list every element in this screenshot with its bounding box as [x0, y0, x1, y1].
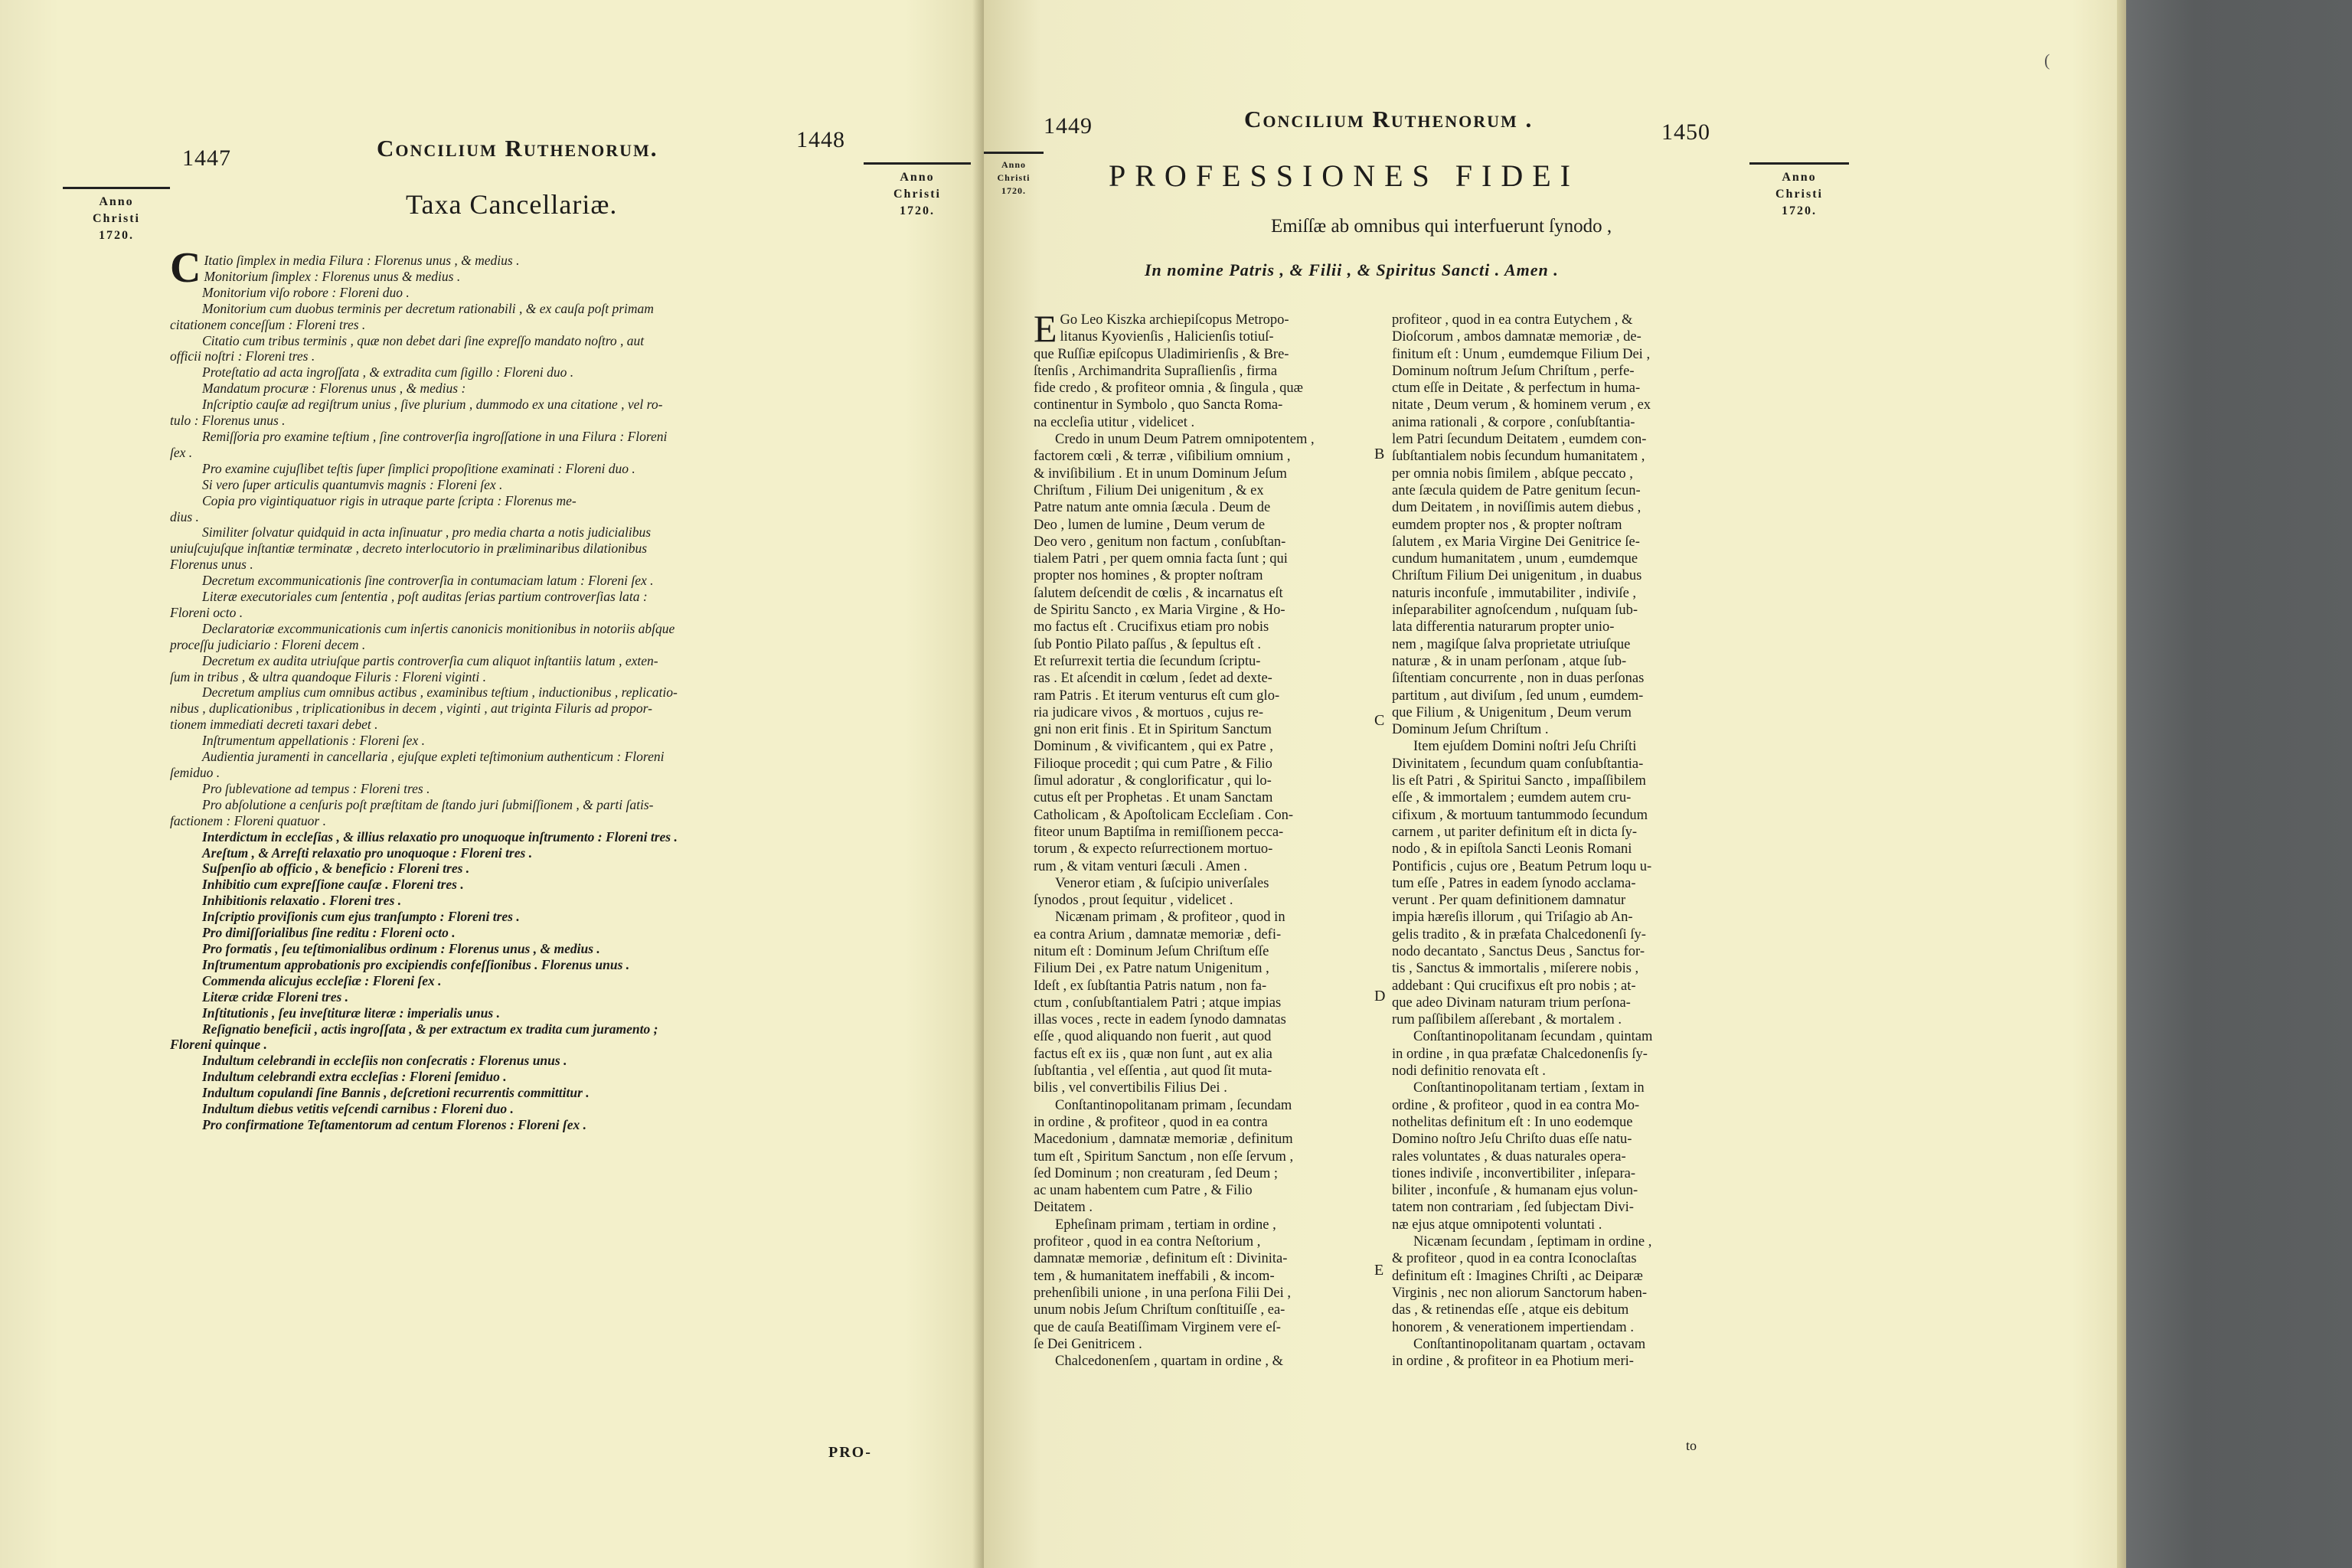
taxa-line: Areſtum , & Arreſti relaxatio pro unoquoque : Floreni tres .: [202, 844, 533, 861]
text-line: in ordine , & profiteor , quod in ea contra: [1034, 1114, 1268, 1130]
taxa-line: Suſpenſio ab officio , & beneficio : Floreni tres .: [202, 861, 470, 877]
text-line: definitum eſt : Imagines Chriſti , ac Deiparæ: [1392, 1268, 1643, 1284]
text-line: cifixum , & mortuum tantummodo ſecundum: [1392, 807, 1648, 823]
text-line: que de cauſa Beatiſſimam Virginem vere eſ-: [1034, 1319, 1281, 1335]
text-line: finitum eſt : Unum , eumdemque Filium Dei ,: [1392, 346, 1651, 362]
text-line: ſalutem , ex Maria Virgine Dei Genitrice ſe-: [1392, 534, 1640, 550]
text-line: eſſe , & immortalem ; eumdem autem cru-: [1392, 790, 1632, 806]
text-line: mo factus eſt . Crucifixus etiam pro nobis: [1034, 619, 1269, 635]
text-line: ſed Dominum ; non creaturam , ſed Deum ;: [1034, 1165, 1279, 1181]
text-line: ſalutem deſcendit de cœlis , & incarnatus eſt: [1034, 585, 1283, 601]
text-line: cutus eſt per Prophetas . Et unam Sanctam: [1034, 790, 1273, 806]
page-number-right: 1450: [1661, 119, 1710, 145]
text-line: Dioſcorum , ambos damnatæ memoriæ , de-: [1392, 329, 1642, 345]
taxa-list: [170, 244, 890, 1133]
taxa-line: Monitorium cum duobus terminis per decretum rationabili , & ex cauſa poſt primam: [202, 300, 654, 316]
text-line: honorem , & venerationem impertiendam .: [1392, 1319, 1634, 1335]
text-line: Domino noſtro Jeſu Chriſto duas eſſe natu-: [1392, 1132, 1632, 1148]
taxa-line: factionem : Floreni quatuor .: [170, 812, 326, 828]
taxa-line: Mandatum procuræ : Florenus unus , & medius :: [202, 381, 466, 397]
text-line: tum eſſe , Patres in eadem ſynodo acclama-: [1392, 875, 1636, 891]
taxa-line: Audientia juramenti in cancellaria , ejuſque expleti teſtimonium authenticum : Floreni: [202, 749, 665, 765]
taxa-line: Florenus unus .: [170, 557, 253, 573]
text-line: Et reſurrexit tertia die ſecundum ſcriptu-: [1034, 653, 1261, 669]
text-line: eſſe , quod aliquando non fuerit , aut quod: [1034, 1029, 1272, 1045]
drop-cap: C: [170, 244, 201, 292]
text-line: ordine , & profiteor , quod in ea contra Mo-: [1392, 1097, 1640, 1113]
text-line: ſtenſis , Archimandrita Supraſlienſis , firma: [1034, 363, 1278, 379]
text-line: Item ejuſdem Domini noſtri Jeſu Chriſti: [1413, 739, 1637, 755]
text-line: tialem Patri , per quem omnia facta ſunt ; qui: [1034, 551, 1288, 567]
text-line: biliter , inconfuſe , & humanam ejus volun-: [1392, 1183, 1638, 1199]
text-line: næ ejus atque omnipotenti voluntati .: [1392, 1217, 1602, 1233]
text-line: Conſtantinopolitanam ſecundam , quintam: [1413, 1029, 1653, 1045]
text-line: lata differentia naturarum propter unio-: [1392, 619, 1615, 635]
text-column-left: [1034, 307, 1367, 1370]
text-line: gni non erit finis . Et in Spiritum Sanctum: [1034, 722, 1272, 738]
taxa-line: Pro ſublevatione ad tempus : Floreni tres .: [202, 780, 430, 796]
taxa-line: officii noſtri : Floreni tres .: [170, 348, 315, 364]
text-line: nodi definitio renovata eſt .: [1392, 1063, 1546, 1080]
section-title: PROFESSIONES FIDEI: [1109, 158, 1579, 193]
taxa-line: Literæ cridæ Floreni tres .: [202, 988, 349, 1004]
left-page: [0, 0, 984, 1568]
text-line: Catholicam , & Apoſtolicam Eccleſiam . Con-: [1034, 807, 1294, 823]
text-line: Conſtantinopolitanam quartam , octavam: [1413, 1336, 1646, 1352]
text-line: verunt . Per quam definitionem damnatur: [1392, 893, 1626, 909]
text-line: Nicænam primam , & profiteor , quod in: [1055, 910, 1285, 926]
taxa-line: Similiter ſolvatur quidquid in acta inſinuatur , pro media charta a notis judicialibus: [202, 524, 652, 541]
taxa-line: Remiſſoria pro examine teſtium , ſine controverſia ingroſſatione in una Filura : Floreni: [202, 428, 668, 444]
text-line: & profiteor , quod in ea contra Iconoclaſtas: [1392, 1251, 1637, 1267]
taxa-line: Pro dimiſſorialibus ſine reditu : Floreni octo .: [202, 925, 456, 941]
text-line: Deo vero , genitum non factum , conſubſtan-: [1034, 534, 1286, 550]
text-line: Dominum noſtrum Jeſum Chriſtum , perfe-: [1392, 363, 1635, 379]
text-line: Virginis , nec non aliorum Sanctorum haben-: [1392, 1285, 1648, 1301]
text-line: in ordine , & profiteor in ea Photium meri-: [1392, 1354, 1634, 1370]
text-line: rum paſſibilem aſſerebant , & mortalem .: [1392, 1012, 1622, 1028]
text-line: lis eſt Patri , & Spiritui Sancto , impaſſibilem: [1392, 773, 1646, 789]
text-line: Filioque procedit ; qui cum Patre , & Filio: [1034, 756, 1272, 772]
christi-label: Christi: [997, 172, 1031, 183]
running-head: Concilium Ruthenorum .: [1244, 106, 1534, 132]
catchword: PRO-: [828, 1444, 872, 1461]
taxa-line: Floreni octo .: [170, 604, 243, 620]
text-line: que Filium , & Unigenitum , Deum verum: [1392, 704, 1632, 720]
text-line: cundum humanitatem , unum , eumdemque: [1392, 551, 1638, 567]
taxa-line: Decretum ex audita utriuſque partis controverſia cum aliquot inſtantiis latum , exten-: [202, 652, 658, 668]
taxa-line: citationem conceſſum : Floreni tres .: [170, 316, 366, 332]
taxa-line: Proteſtatio ad acta ingroſſata , & extradita cum ſigillo : Floreni duo .: [202, 364, 574, 381]
text-line: in ordine , in qua præfatæ Chalcedonenſis ſy-: [1392, 1046, 1648, 1062]
text-line: Pontificis , cujus ore , Beatum Petrum loqu u-: [1392, 858, 1652, 874]
text-line: dum Deitatem , in noviſſimis autem diebus ,: [1392, 500, 1642, 516]
text-line: ſimul adoratur , & conglorificatur , qui lo-: [1034, 773, 1272, 789]
text-line: tis , Sanctus & immortalis , miſerere nobis ,: [1392, 961, 1639, 977]
taxa-line: Decretum excommunicationis ſine controverſia in contumaciam latum : Floreni ſex .: [202, 573, 654, 589]
text-line: lem Patri ſecundum Deitatem , eumdem con-: [1392, 432, 1647, 448]
page-edge: [2117, 0, 2126, 1568]
text-line: nem , magiſque ſalva proprietate utriuſque: [1392, 636, 1631, 652]
text-line: inſeparabiliter agnoſcendum , nuſquam ſub-: [1392, 603, 1638, 619]
taxa-line: Inſtrumentum appellationis : Floreni ſex .: [202, 733, 425, 749]
invocation: In nomine Patris , & Filii , & Spiritus Sancti . Amen .: [1145, 260, 1559, 279]
text-line: tum eſt , Spiritum Sanctum , non eſſe ſervum ,: [1034, 1148, 1294, 1165]
text-line: Credo in unum Deum Patrem omnipotentem ,: [1055, 432, 1315, 448]
taxa-line: tulo : Florenus unus .: [170, 413, 286, 429]
text-line: Go Leo Kiszka archiepiſcopus Metropo-: [1060, 312, 1289, 328]
taxa-line: Reſignatio beneficii , actis ingroſſata , & per extractum ex tradita cum juramento ;: [202, 1021, 658, 1037]
taxa-line: Copia pro vigintiquatuor rigis in utraque parte ſcripta : Florenus me-: [202, 492, 577, 508]
text-line: ante ſæcula quidem de Patre genitum ſecun-: [1392, 482, 1641, 498]
text-line: das , & retinendas eſſe , atque eis debitum: [1392, 1302, 1629, 1318]
text-line: de Spiritu Sancto , ex Maria Virgine , & Ho-: [1034, 603, 1285, 619]
text-line: ſubſtantia , vel eſſentia , aut quod ſit muta-: [1034, 1063, 1272, 1080]
taxa-line: Inſtitutionis , ſeu inveſtituræ literæ : imperialis unus .: [202, 1004, 500, 1021]
text-line: rales voluntates , & duas naturales opera-: [1392, 1148, 1626, 1165]
section-subtitle: Emiſſæ ab omnibus qui interfuerunt ſynodo ,: [1271, 216, 1612, 237]
anno-christi-margin-right: [1749, 162, 1849, 220]
text-line: ctum eſſe in Deitate , & perfectum in huma-: [1392, 381, 1641, 397]
text-line: Chriſtum Filium Dei unigenitum , in duabus: [1392, 568, 1642, 584]
text-line: naturis inconfuſe , immutabiliter , indiviſe ,: [1392, 585, 1637, 601]
text-line: factus eſt ex iis , quæ non ſunt , aut ex alia: [1034, 1046, 1272, 1062]
text-line: profiteor , quod in ea contra Neſtorium ,: [1034, 1234, 1261, 1250]
text-line: per omnia nobis ſimilem , abſque peccato ,: [1392, 466, 1633, 482]
text-line: Chalcedonenſem , quartam in ordine , &: [1055, 1354, 1283, 1370]
text-line: rum , & vitam venturi ſæculi . Amen .: [1034, 858, 1248, 874]
anno-christi-margin-left: [984, 152, 1044, 198]
text-line: illas voces , recte in eadem ſynodo damnatas: [1034, 1012, 1286, 1028]
taxa-line: Monitorium ſimplex : Florenus unus & medius .: [204, 268, 461, 284]
text-line: prehenſibili unione , in una perſona Filii Dei ,: [1034, 1285, 1292, 1301]
taxa-line: Floreni quinque .: [170, 1037, 267, 1053]
taxa-line: Commenda alicujus eccleſiæ : Floreni ſex .: [202, 972, 442, 988]
page-number-left: 1447: [182, 145, 231, 171]
taxa-line: Inſtrumentum approbationis pro excipiendis confeſſionibus . Florenus unus .: [202, 956, 630, 972]
text-line: gelis tradito , & in præfata Chalcedonenſi ſy-: [1392, 926, 1646, 942]
text-line: ſubſtantialem nobis ſecundum humanitatem ,: [1392, 449, 1645, 465]
taxa-line: Itatio ſimplex in media Filura : Florenus unus , & medius .: [204, 253, 520, 268]
taxa-line: Si vero ſuper articulis quantumvis magnis : Floreni ſex .: [202, 476, 503, 492]
text-line: Filium Dei , ex Patre natum Unigenitum ,: [1034, 961, 1269, 977]
anno-label: Anno: [1001, 159, 1026, 170]
text-line: carnem , ut pariter definitum eſt in dicta ſy-: [1392, 824, 1638, 840]
text-line: nitate , Deum verum , & hominem verum , ex: [1392, 397, 1651, 413]
text-line: Veneror etiam , & ſuſcipio univerſales: [1055, 875, 1269, 891]
text-line: Deitatem .: [1034, 1200, 1093, 1216]
text-line: propter nos homines , & propter noſtram: [1034, 568, 1263, 584]
catchword: to: [1686, 1438, 1697, 1453]
taxa-line: ſex .: [170, 444, 193, 460]
text-line: Conſtantinopolitanam primam , ſecundam: [1055, 1097, 1292, 1113]
text-line: ſe Dei Genitricem .: [1034, 1336, 1142, 1352]
text-line: nodo decantato , Sanctus Deus , Sanctus for-: [1392, 943, 1645, 959]
text-line: ras . Et aſcendit in cœlum , ſedet ad dexte-: [1034, 671, 1272, 687]
margin-letter-b: B: [1374, 446, 1385, 462]
text-line: Ideſt , ex ſubſtantia Patris natum , non fa-: [1034, 978, 1267, 994]
taxa-line: Declaratoriæ excommunicationis cum inſertis canonicis monitionibus in notoriis abſque: [202, 620, 675, 636]
text-line: tiones indiviſe , inconvertibiliter , inſepara-: [1392, 1165, 1636, 1181]
text-line: torum , & expecto reſurrectionem mortuo-: [1034, 841, 1273, 858]
text-line: Divinitatem , ſecundum quam conſubſtantia-: [1392, 756, 1644, 772]
text-line: nodo , & in epiſtola Sancti Leonis Romani: [1392, 841, 1632, 858]
text-line: ctum , conſubſtantialem Patri ; atque impias: [1034, 995, 1282, 1011]
anno-label: Anno: [900, 171, 935, 184]
text-line: Patre natum ante omnia ſæcula . Deum de: [1034, 500, 1271, 516]
taxa-line: proceſſu judiciario : Floreni decem .: [170, 636, 366, 652]
taxa-line: ſum in tribus , & ultra quandoque Filuris : Floreni viginti .: [170, 668, 487, 684]
taxa-line: Literæ executoriales cum ſententia , poſt auditas ſerias partium controverſias lata :: [202, 589, 648, 605]
text-line: que Ruſſiæ epiſcopus Uladimirienſis , & Bre-: [1034, 346, 1289, 362]
anno-label: Anno: [1782, 171, 1817, 184]
text-line: unum nobis Jeſum Chriſtum conſtituiſſe , ea-: [1034, 1302, 1285, 1318]
text-line: ſiſtentiam concurrente , non in duas perſonas: [1392, 671, 1645, 687]
text-line: ſub Pontio Pilato paſſus , & ſepultus eſt .: [1034, 636, 1262, 652]
section-title: Taxa Cancellariæ.: [406, 189, 618, 220]
anno-christi-margin-right: [864, 162, 971, 220]
binding-mark: (: [2044, 51, 2050, 70]
taxa-line: Decretum amplius cum omnibus actibus , examinibus teſtium , inductionibus , replicatio-: [202, 684, 678, 701]
year-label: 1720.: [1001, 185, 1026, 196]
text-line: ram Patris . Et iterum venturus eſt cum glo-: [1034, 688, 1280, 704]
text-column-right: [1392, 312, 1726, 1370]
page-number-left: 1449: [1044, 113, 1093, 139]
text-line: Macedonium , damnatæ memoriæ , definitum: [1034, 1132, 1293, 1148]
taxa-line: tionem immediati decreti taxari debet .: [170, 717, 378, 733]
text-line: nothelitas definitum eſt : In uno eodemque: [1392, 1114, 1633, 1130]
text-line: partitum , aut diviſum , ſed unum , eumdem-: [1392, 688, 1644, 704]
anno-label: Anno: [99, 195, 134, 208]
text-line: bilis , vel convertibilis Filius Dei .: [1034, 1080, 1227, 1096]
year-label: 1720.: [99, 229, 134, 242]
text-line: nitum eſt : Dominum Jeſum Chriſtum eſſe: [1034, 943, 1269, 959]
taxa-line: Inhibitio cum expreſſione cauſæ . Floreni tres .: [202, 877, 464, 893]
taxa-line: Inſcriptio proviſionis cum ejus tranſumpto : Floreni tres .: [202, 909, 520, 925]
taxa-line: dius .: [170, 508, 199, 524]
text-line: Dominum , & vivificantem , qui ex Patre ,: [1034, 739, 1273, 755]
text-line: Dominum Jeſum Chriſtum .: [1392, 722, 1549, 738]
taxa-line: Inſcriptio cauſæ ad regiſtrum unius , ſive plurium , dummodo ex una citatione , vel ro-: [202, 397, 663, 413]
text-line: litanus Kyovienſis , Halicienſis totiuſ-: [1060, 329, 1274, 345]
text-line: fide credo , & profiteor omnia , & ſingula , quæ: [1034, 381, 1303, 397]
text-line: fiteor unum Baptiſma in remiſſionem pecca-: [1034, 824, 1284, 840]
taxa-line: Inhibitionis relaxatio . Floreni tres .: [202, 893, 402, 909]
text-line: Epheſinam primam , tertiam in ordine ,: [1055, 1217, 1276, 1233]
page-number-right: 1448: [796, 127, 845, 152]
anno-christi-margin-left: [63, 187, 170, 244]
taxa-line: nibus , duplicationibus , triplicationibus in decem , viginti , aut triginta Filuris ad propor-: [170, 701, 652, 717]
text-line: impia hæreſis illorum , qui Triſagio ab An-: [1392, 910, 1633, 926]
christi-label: Christi: [1775, 188, 1823, 201]
christi-label: Christi: [893, 188, 941, 201]
taxa-line: Indultum copulandi ſine Bannis , deſcretioni recurrentis committitur .: [202, 1085, 590, 1101]
taxa-line: Interdictum in eccleſias , & illius relaxatio pro unoquoque inſtrumento : Floreni tres .: [202, 828, 678, 844]
taxa-line: uniuſcujuſque inſtantiæ terminatæ , decreto interlocutorio in præliminaribus dilationibus: [170, 541, 648, 557]
text-line: damnatæ memoriæ , definitum eſt : Divinita-: [1034, 1251, 1288, 1267]
text-line: ria judicare vivos , & mortuos , cujus re-: [1034, 704, 1264, 720]
text-line: tatem non contrariam , ſed ſubjectam Divi-: [1392, 1200, 1634, 1216]
text-line: anima rationali , & corpore , conſubſtantia-: [1392, 414, 1635, 430]
taxa-line: Pro confirmatione Teſtamentorum ad centum Florenos : Floreni ſex .: [202, 1116, 587, 1132]
text-line: tem , & humanitatem ineffabili , & incom-: [1034, 1268, 1275, 1284]
taxa-line: Indultum diebus vetitis veſcendi carnibus : Floreni duo .: [202, 1101, 514, 1117]
text-line: continentur in Symbolo , quo Sancta Roma-: [1034, 397, 1283, 413]
text-line: addebant : Qui crucifixus eſt pro nobis ; at-: [1392, 978, 1636, 994]
running-head: Concilium Ruthenorum.: [377, 135, 658, 162]
margin-letter-d: D: [1374, 988, 1386, 1004]
text-line: Deo , lumen de lumine , Deum verum de: [1034, 517, 1266, 533]
text-line: ea contra Arium , damnatæ memoriæ , defi-: [1034, 926, 1282, 942]
christi-label: Christi: [93, 212, 140, 225]
taxa-line: Pro examine cujuſlibet teſtis ſuper ſimplici propoſitione examinati : Floreni duo .: [202, 460, 635, 476]
text-line: Chriſtum , Filium Dei unigenitum , & ex: [1034, 482, 1264, 498]
margin-letter-c: C: [1374, 712, 1385, 729]
drop-cap: E: [1034, 307, 1057, 350]
book-cover: [2126, 0, 2352, 1568]
margin-letter-e: E: [1374, 1262, 1384, 1279]
year-label: 1720.: [900, 204, 935, 217]
text-line: eumdem propter nos , & propter noſtram: [1392, 517, 1622, 533]
taxa-line: Monitorium viſo robore : Floreni duo .: [202, 284, 410, 300]
text-line: ſynodos , prout ſequitur , videlicet .: [1034, 893, 1233, 909]
text-line: na eccleſia utitur , videlicet .: [1034, 414, 1195, 430]
taxa-line: ſemiduo .: [170, 765, 220, 780]
taxa-line: Citatio cum tribus terminis , quæ non debet dari ſine expreſſo mandato noſtro , aut: [202, 332, 645, 348]
text-line: factorem cœli , & terræ , viſibilium omnium ,: [1034, 449, 1291, 465]
text-line: Conſtantinopolitanam tertiam , ſextam in: [1413, 1080, 1645, 1096]
text-line: Nicænam ſecundam , ſeptimam in ordine ,: [1413, 1234, 1652, 1250]
text-line: naturæ , & in unam perſonam , atque ſub-: [1392, 653, 1627, 669]
taxa-line: Pro abſolutione a cenſuris poſt præſtitam de ſtando juri ſubmiſſionem , & parti ſatis-: [202, 796, 654, 812]
taxa-line: Indultum celebrandi in eccleſiis non conſecratis : Florenus unus .: [202, 1053, 567, 1069]
year-label: 1720.: [1782, 204, 1817, 217]
text-line: ac unam habentem cum Patre , & Filio: [1034, 1183, 1253, 1199]
text-line: profiteor , quod in ea contra Eutychem , &: [1392, 312, 1633, 328]
taxa-line: Pro formatis , ſeu teſtimonialibus ordinum : Florenus unus , & medius .: [202, 940, 600, 956]
text-line: & inviſibilium . Et in unum Dominum Jeſum: [1034, 466, 1287, 482]
text-line: que adeo Divinam naturam trium perſona-: [1392, 995, 1631, 1011]
taxa-line: Indultum celebrandi extra eccleſias : Floreni ſemiduo .: [202, 1069, 507, 1085]
